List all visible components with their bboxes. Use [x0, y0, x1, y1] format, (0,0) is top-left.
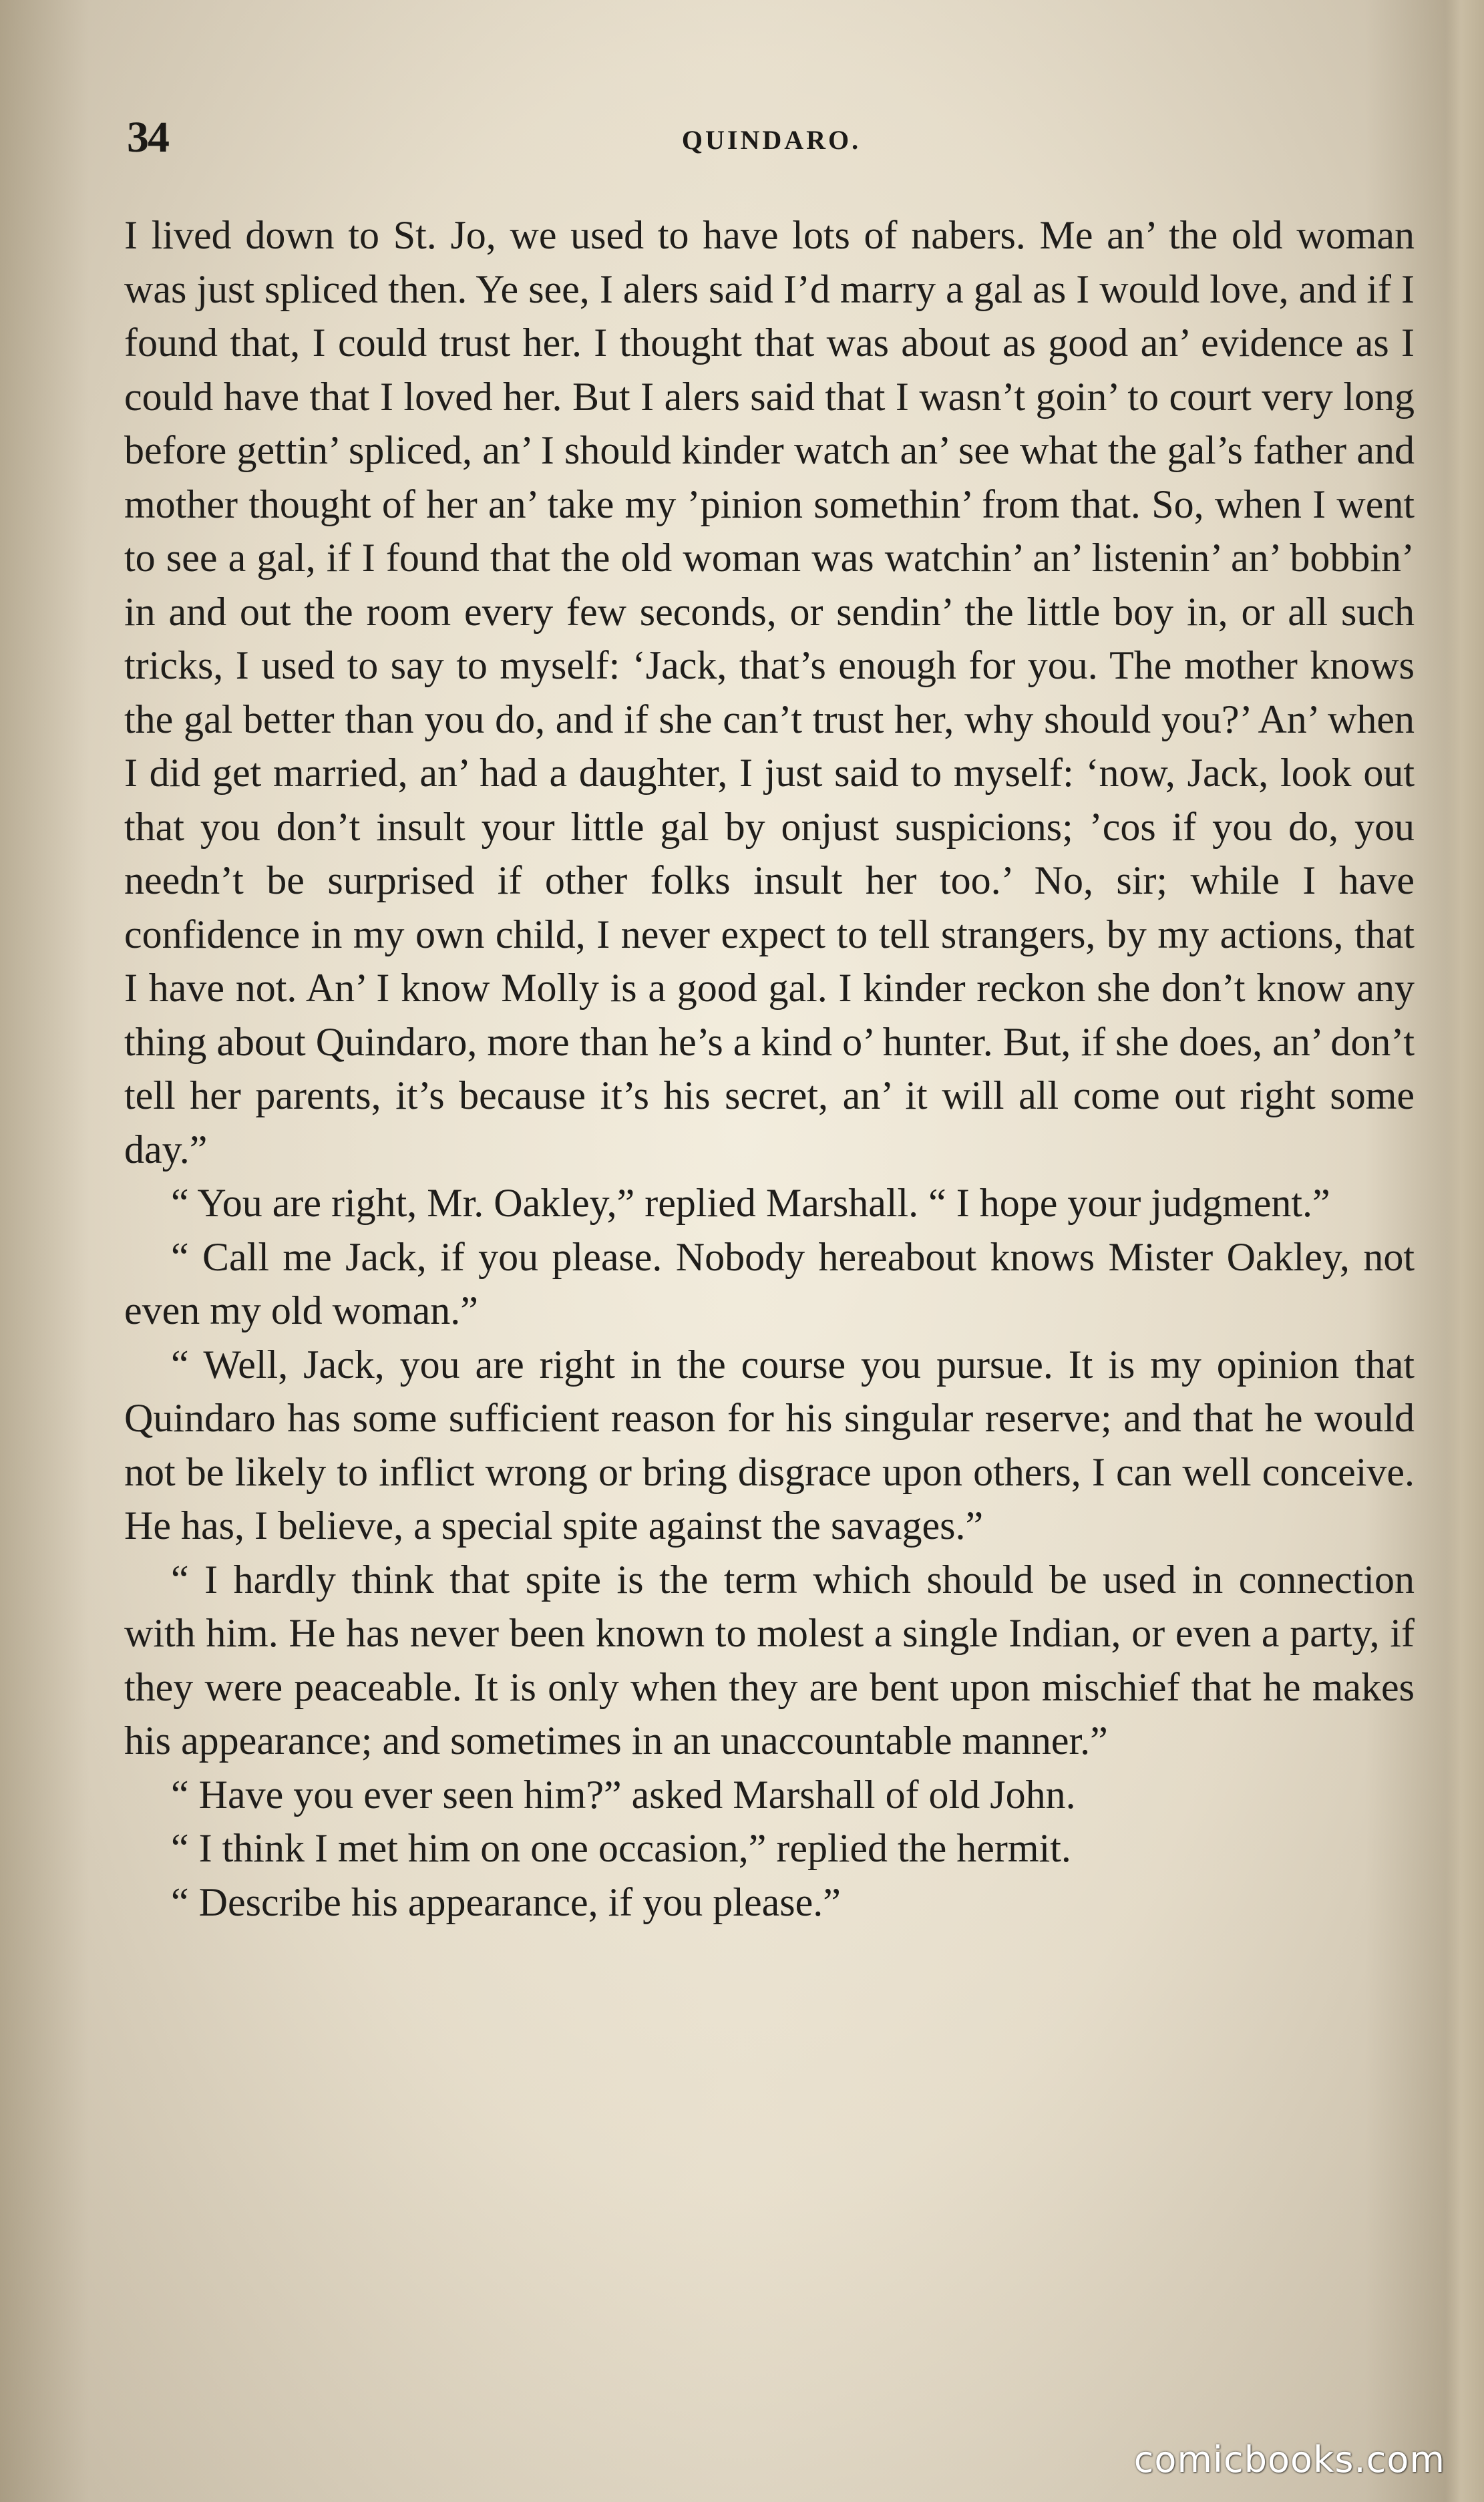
paragraph: “ I think I met him on one occasion,” replied the hermit. — [171, 1826, 1071, 1870]
paragraph: “ Call me Jack, if you please. Nobody hereabout knows Mister Oakley, not even my old woman.” — [124, 1234, 1415, 1332]
paragraph: I lived down to St. Jo, we used to have lots of nabers. Me an’ the old woman was just spliced then. Ye see, I alers said I’d marry a gal as I would love, and if I found that, I could trust her. I thought that was about as good an’ evidence as I could have that I loved her. But I alers said that I wasn’t goin’ to court very long before gettin’ spliced, an’ I should kinder watch an’ see what the gal’s father and mother thought of her an’ take my ’pinion somethin’ from that. So, when I went to see a gal, if I found that the old woman was watchin’ an’ listenin’ an’ bobbin’ in and out the room every few seconds, or sendin’ the little boy in, or all such tricks, I used to say to myself: ‘Jack, that’s enough for you. The mother knows the gal better than you do, and if she can’t trust her, why should you?’ An’ when I did get married, an’ had a daughter, I just said to myself: ‘now, Jack, look out that you don’t insult your little gal by onjust suspicions; ’cos if you do, you needn’t be surprised if other folks insult her too.’ No, sir; while I have confidence in my own child, I never expect to tell strangers, by my actions, that I have not. An’ I know Molly is a good gal. I kinder reckon she don’t know any thing about Quindaro, more than he’s a kind o’ hunter. But, if she does, an’ don’t tell her parents, it’s because it’s his secret, an’ it will all come out right some day.” — [124, 213, 1415, 1172]
watermark: comicbooks.com — [1133, 2439, 1445, 2481]
paragraph: “ I hardly think that spite is the term which should be used in connection with him. He has never been known to molest a single Indian, or even a party, if they were peaceable. It is only when they are bent upon mischief that he makes his appearance; and sometimes in an unaccountable manner.” — [124, 1557, 1415, 1763]
page-number: 34 — [127, 113, 168, 162]
paragraph: “ Have you ever seen him?” asked Marshall of old John. — [171, 1772, 1076, 1817]
page-header — [127, 112, 1416, 172]
page-edge-shadow — [1445, 0, 1484, 2502]
paragraph: “ Describe his appearance, if you please.” — [171, 1880, 841, 1924]
body-text — [124, 208, 1415, 1929]
running-title: QUINDARO. — [681, 125, 862, 155]
paragraph: “ Well, Jack, you are right in the course you pursue. It is my opinion that Quindaro has some sufficient reason for his singular reserve; and that he would not be likely to inflict wrong or bring disgrace upon others, I can well conceive. He has, I believe, a special spite against the savages.” — [124, 1342, 1415, 1548]
paragraph: “ You are right, Mr. Oakley,” replied Marshall. “ I hope your judgment.” — [171, 1181, 1330, 1225]
